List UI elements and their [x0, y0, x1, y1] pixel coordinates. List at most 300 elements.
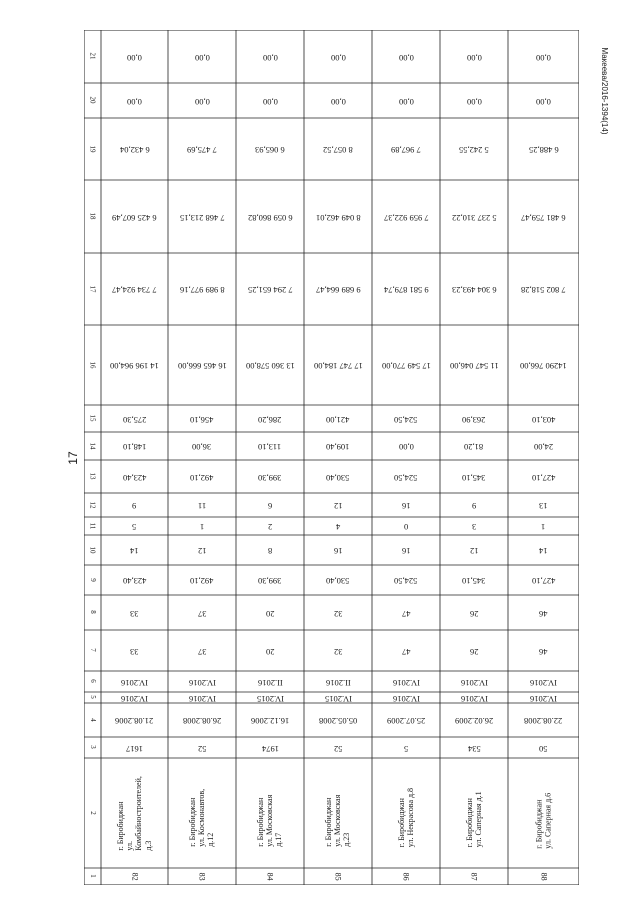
- table-cell-col19-text: 6 432,04: [119, 144, 150, 155]
- table-cell-col11-text: 1: [199, 521, 205, 532]
- table-cell-col10: [372, 535, 440, 565]
- table-cell-col4-text: 21.08.2006: [115, 715, 154, 726]
- table-cell-col4: [372, 703, 440, 737]
- table-cell-col4: [304, 703, 372, 737]
- table-cell-col1: [236, 868, 304, 885]
- table-cell-col7-text: 33: [130, 646, 139, 657]
- column-index-9-text: 9: [88, 578, 97, 582]
- table-cell-col14-text: 148,10: [122, 441, 147, 452]
- table-cell-col15-text: 456,10: [190, 414, 214, 425]
- table-cell-col19-text: 6 065,93: [255, 144, 285, 155]
- table-cell-col9-text: 427,10: [531, 575, 556, 586]
- table-cell-col19: [304, 118, 372, 180]
- table-cell-col19: [168, 118, 236, 180]
- table-cell-col3: [101, 737, 168, 758]
- column-index-11: [84, 517, 101, 535]
- table-cell-col19: [236, 118, 304, 180]
- table-cell-col13-text: 427,10: [531, 472, 556, 483]
- table-cell-col17: [101, 253, 168, 325]
- table-cell-col16-text: 11 547 046,00: [449, 360, 499, 371]
- table-cell-col17: [440, 253, 508, 325]
- address-cell: [508, 758, 579, 868]
- address-city: г. Биробиджан: [324, 797, 334, 847]
- column-index-1: [84, 868, 101, 885]
- table-cell-col7: [440, 630, 508, 671]
- page-number: 17: [66, 451, 80, 465]
- table-cell-col11: [236, 517, 304, 535]
- table-cell-col15: [508, 405, 579, 432]
- table-cell-col6-text: IV.2016: [121, 677, 148, 688]
- table-cell-col3: [372, 737, 440, 758]
- table-cell-col8: [372, 595, 440, 630]
- table-cell-col18-text: 6 481 759,47: [521, 212, 566, 223]
- table-cell-col13: [101, 460, 168, 493]
- address-city: г. Биробиджан: [188, 797, 198, 847]
- table-cell-col21: [304, 30, 372, 83]
- table-cell-col4-text: 16.12.2006: [250, 715, 290, 726]
- table-cell-col20: [168, 83, 236, 118]
- table-cell-col18-text: 6 425 607,49: [112, 212, 157, 223]
- table-cell-col16: [440, 325, 508, 405]
- table-cell-col11-text: 3: [471, 521, 477, 532]
- table-cell-col10-text: 8: [267, 545, 273, 556]
- table-cell-col5: [236, 692, 304, 703]
- table-cell-col5-text: IV.2016: [121, 693, 148, 704]
- table-cell-col18: [101, 180, 168, 253]
- column-index-18-text: 18: [88, 212, 97, 220]
- address-street: ул. Космонавтов, д.12: [197, 789, 216, 847]
- table-cell-col21-text: 0,00: [398, 52, 414, 63]
- table-cell-col3-text: 534: [467, 743, 481, 754]
- table-cell-col3: [508, 737, 579, 758]
- table-cell-col17: [236, 253, 304, 325]
- table-cell-col14: [508, 432, 579, 460]
- table-cell-col7-text: 20: [265, 646, 275, 657]
- column-index-18: [84, 180, 101, 253]
- table-cell-col10: [440, 535, 508, 565]
- table-cell-col16-text: 16 465 666,00: [177, 360, 227, 371]
- table-cell-col19: [101, 118, 168, 180]
- table-cell-col16: [304, 325, 372, 405]
- table-cell-col18-text: 5 237 310,22: [451, 212, 497, 223]
- table-cell-col16: [101, 325, 168, 405]
- table-cell-col15-text: 286,20: [258, 414, 282, 425]
- table-cell-col21: [508, 30, 579, 83]
- table-cell-col17: [168, 253, 236, 325]
- table-cell-col8-text: 46: [539, 608, 548, 619]
- address-cell: [101, 758, 168, 868]
- table-cell-col10: [101, 535, 168, 565]
- table-cell-col1-text: 87: [469, 872, 479, 881]
- table-cell-col19-text: 6 488,25: [528, 144, 559, 155]
- table-cell-col8: [236, 595, 304, 630]
- column-index-12: [84, 493, 101, 517]
- table-cell-col4-text: 22.08.2008: [524, 715, 563, 726]
- table-cell-col11-text: 1: [541, 521, 546, 532]
- table-cell-col15-text: 263,90: [462, 414, 486, 425]
- table-cell-col3-text: 50: [539, 743, 548, 754]
- table-cell-col11: [304, 517, 372, 535]
- table-cell-col15: [304, 405, 372, 432]
- column-index-4-text: 4: [88, 718, 97, 722]
- table-cell-col10: [304, 535, 372, 565]
- table-cell-col13: [236, 460, 304, 493]
- table-cell-col9: [508, 565, 579, 595]
- table-cell-col13-text: 423,40: [122, 472, 147, 483]
- column-index-10: [84, 535, 101, 565]
- table-cell-col19: [508, 118, 579, 180]
- table-cell-col14: [440, 432, 508, 460]
- column-index-14-text: 14: [88, 442, 97, 450]
- table-cell-col3-text: 5: [403, 743, 409, 754]
- column-index-2-text: 2: [88, 811, 97, 815]
- table-cell-col10-text: 14: [539, 545, 548, 556]
- table-cell-col5: [440, 692, 508, 703]
- table-cell-col9: [168, 565, 236, 595]
- table-cell-col15: [168, 405, 236, 432]
- column-index-13: [84, 460, 101, 493]
- table-cell-col5-text: IV.2016: [460, 693, 488, 704]
- column-index-13-text: 13: [88, 472, 97, 480]
- table-cell-col21: [440, 30, 508, 83]
- column-index-15-text: 15: [88, 414, 97, 422]
- table-cell-col8-text: 37: [197, 608, 207, 619]
- table-cell-col18: [372, 180, 440, 253]
- table-cell-col3: [236, 737, 304, 758]
- table-cell-col20-text: 0,00: [262, 96, 278, 107]
- table-cell-col21-text: 0,00: [262, 52, 278, 63]
- table-cell-col3-text: 1617: [126, 743, 143, 754]
- table-cell-col1-text: 84: [265, 872, 275, 881]
- table-cell-col7-text: 46: [539, 646, 548, 657]
- column-index-4: [84, 703, 101, 737]
- table-cell-col20: [101, 83, 168, 118]
- table-cell-col5: [304, 692, 372, 703]
- table-cell-col18: [236, 180, 304, 253]
- table-cell-col20-text: 0,00: [127, 96, 142, 107]
- column-index-8-text: 8: [88, 610, 97, 615]
- address-street: ул. Комбайностроителей, д.3: [125, 775, 153, 851]
- table-cell-col16: [508, 325, 579, 405]
- table-cell-col1: [372, 868, 440, 885]
- table-cell-col12-text: 11: [197, 500, 207, 511]
- table-cell-col3: [304, 737, 372, 758]
- table-cell-col4: [168, 703, 236, 737]
- table-cell-col16-text: 17 747 184,00: [313, 360, 363, 371]
- table-cell-col1-text: 85: [333, 872, 343, 881]
- table-cell-col3-text: 1974: [261, 743, 279, 754]
- table-cell-col13-text: 524,50: [394, 472, 418, 483]
- column-index-2: [84, 758, 101, 868]
- table-cell-col15-text: 275,30: [122, 414, 147, 425]
- table-cell-col19-text: 8 057,52: [323, 144, 353, 155]
- table-cell-col5-text: IV.2015: [256, 693, 284, 704]
- table-cell-col13-text: 399,30: [258, 472, 282, 483]
- table-cell-col20-text: 0,00: [466, 96, 482, 107]
- table-cell-col5-text: IV.2016: [530, 693, 557, 704]
- table-cell-col12: [304, 493, 372, 517]
- table-cell-col13: [508, 460, 579, 493]
- table-cell-col5-text: IV.2016: [188, 693, 216, 704]
- address-city: г. Биробиджан: [256, 797, 266, 847]
- table-cell-col20: [440, 83, 508, 118]
- table-cell-col5-text: IV.2016: [392, 693, 420, 704]
- table-cell-col14-text: 24,00: [533, 441, 554, 452]
- address-text: [116, 776, 153, 851]
- table-cell-col18: [440, 180, 508, 253]
- table-cell-col13: [372, 460, 440, 493]
- address-text: [534, 778, 552, 849]
- table-cell-col3-text: 52: [333, 743, 343, 754]
- table-cell-col16-text: 13 360 578,00: [245, 360, 295, 371]
- table-cell-col8-text: 47: [401, 608, 411, 619]
- column-index-3-text: 3: [88, 745, 97, 750]
- address-cell: [440, 758, 508, 868]
- address-text: [188, 779, 216, 847]
- table-cell-col13-text: 345,10: [462, 472, 486, 483]
- table-cell-col18: [508, 180, 579, 253]
- table-cell-col8: [508, 595, 579, 630]
- table-cell-col8-text: 32: [333, 608, 343, 619]
- address-cell: [304, 758, 372, 868]
- table-cell-col21-text: 0,00: [330, 52, 346, 63]
- table-cell-col12: [508, 493, 579, 517]
- table-cell-col11-text: 2: [267, 521, 273, 532]
- column-index-16-text: 16: [88, 361, 97, 369]
- table-cell-col20: [508, 83, 579, 118]
- column-index-19-text: 19: [88, 145, 97, 153]
- column-index-3: [84, 737, 101, 758]
- table-cell-col1-text: 86: [401, 872, 411, 881]
- table-cell-col16-text: 14 196 964,00: [110, 360, 159, 371]
- table-cell-col4: [440, 703, 508, 737]
- table-cell-col6-text: IV.2016: [530, 677, 557, 688]
- table-cell-col4-text: 26.08.2008: [182, 715, 222, 726]
- table-cell-col10-text: 14: [130, 545, 139, 556]
- table-cell-col18: [304, 180, 372, 253]
- table-cell-col20-text: 0,00: [194, 96, 210, 107]
- table-cell-col1: [168, 868, 236, 885]
- table-cell-col17-text: 7 734 924,47: [112, 284, 157, 295]
- table-cell-col16-text: 17 549 770,00: [381, 360, 431, 371]
- column-index-14: [84, 432, 101, 460]
- table-cell-col9-text: 524,50: [394, 575, 418, 586]
- table-cell-col19-text: 7 967,89: [391, 144, 421, 155]
- column-index-9: [84, 565, 101, 595]
- column-index-21: [84, 30, 101, 83]
- table-cell-col7-text: 47: [401, 646, 411, 657]
- table-cell-col14: [304, 432, 372, 460]
- table-cell-col12-text: 9: [132, 500, 137, 511]
- column-index-20: [84, 83, 101, 118]
- table-cell-col1: [101, 868, 168, 885]
- table-cell-col18-text: 7 959 922,37: [383, 212, 429, 223]
- table-cell-col1: [304, 868, 372, 885]
- table-cell-col7-text: 26: [469, 646, 479, 657]
- document-reference: Макеева/2016-1394(14): [600, 47, 610, 135]
- table-cell-col14-text: 0,00: [398, 441, 414, 452]
- table-cell-col3: [168, 737, 236, 758]
- table-cell-col11: [440, 517, 508, 535]
- table-cell-col6-text: II.2016: [325, 677, 351, 688]
- table-cell-col5: [372, 692, 440, 703]
- table-cell-col14: [101, 432, 168, 460]
- table-cell-col6: [236, 671, 304, 692]
- table-cell-col11-text: 4: [335, 521, 341, 532]
- table-cell-col18: [168, 180, 236, 253]
- table-cell-col8: [304, 595, 372, 630]
- table-cell-col14-text: 81,20: [464, 441, 484, 452]
- table-cell-col20: [372, 83, 440, 118]
- address-street: ул. Саперная д.1: [474, 791, 483, 847]
- address-city: г. Биробиджан: [396, 797, 406, 847]
- table-cell-col20-text: 0,00: [398, 96, 414, 107]
- address-cell: [236, 758, 304, 868]
- table-cell-col6: [440, 671, 508, 692]
- table-cell-col19-text: 5 242,55: [459, 144, 489, 155]
- table-cell-col3: [440, 737, 508, 758]
- table-cell-col13: [168, 460, 236, 493]
- table-cell-col1-text: 83: [197, 872, 207, 881]
- table-cell-col13-text: 530,40: [326, 472, 350, 483]
- table-cell-col17-text: 7 802 518,28: [521, 284, 566, 295]
- table-cell-col14-text: 109,40: [326, 441, 350, 452]
- table-cell-col6: [101, 671, 168, 692]
- table-cell-col12: [101, 493, 168, 517]
- table-cell-col4-text: 26.02.2009: [454, 715, 494, 726]
- table-cell-col12: [168, 493, 236, 517]
- table-cell-col7: [101, 630, 168, 671]
- address-city: г. Биробиджан: [116, 801, 126, 851]
- table-cell-col6-text: IV.2016: [460, 677, 488, 688]
- table-cell-col7-text: 37: [197, 646, 207, 657]
- table-cell-col21-text: 0,00: [466, 52, 482, 63]
- table-cell-col17: [508, 253, 579, 325]
- table-cell-col9-text: 530,40: [326, 575, 350, 586]
- table-cell-col19-text: 7 475,69: [187, 144, 217, 155]
- table-cell-col9: [101, 565, 168, 595]
- address-cell: [168, 758, 236, 868]
- table-cell-col14-text: 36,00: [192, 441, 212, 452]
- address-text: [397, 779, 415, 847]
- table-cell-col17-text: 9 689 664,47: [315, 284, 361, 295]
- column-index-5: [84, 692, 101, 703]
- table-cell-col20-text: 0,00: [536, 96, 551, 107]
- table-cell-col10: [508, 535, 579, 565]
- column-index-17-text: 17: [88, 285, 97, 293]
- table-cell-col7: [508, 630, 579, 671]
- table-cell-col21-text: 0,00: [127, 52, 142, 63]
- table-cell-col14: [236, 432, 304, 460]
- table-cell-col1: [508, 868, 579, 885]
- table-cell-col4: [236, 703, 304, 737]
- table-cell-col13: [440, 460, 508, 493]
- column-index-20-text: 20: [88, 96, 97, 104]
- table-cell-col8: [168, 595, 236, 630]
- address-city: г. Биробиджан: [534, 799, 544, 849]
- address-text: [324, 779, 352, 847]
- table-cell-col11-text: 5: [132, 521, 137, 532]
- table-cell-col4-text: 05.05.2008: [318, 715, 358, 726]
- table-cell-col15-text: 421,00: [326, 414, 350, 425]
- address-street: ул. Саперная д.6: [543, 792, 553, 849]
- address-text: [465, 779, 483, 847]
- table-cell-col10-text: 16: [401, 545, 411, 556]
- table-cell-col11: [372, 517, 440, 535]
- table-cell-col12-text: 12: [333, 500, 343, 511]
- table-cell-col8-text: 33: [130, 608, 139, 619]
- table-cell-col20: [304, 83, 372, 118]
- table-cell-col21: [372, 30, 440, 83]
- table-cell-col5: [168, 692, 236, 703]
- column-index-10-text: 10: [88, 546, 97, 554]
- table-cell-col9: [440, 565, 508, 595]
- table-cell-col21: [168, 30, 236, 83]
- table-cell-col10: [168, 535, 236, 565]
- table-cell-col9: [236, 565, 304, 595]
- table-cell-col6: [372, 671, 440, 692]
- column-index-21-text: 21: [88, 52, 97, 60]
- table-cell-col16-text: 14290 766,00: [520, 360, 567, 371]
- address-street: ул. Московская д.17: [265, 794, 284, 847]
- column-index-7-text: 7: [88, 648, 97, 653]
- table-cell-col15-text: 403,10: [531, 414, 556, 425]
- table-cell-col10: [236, 535, 304, 565]
- table-cell-col12-text: 16: [401, 500, 411, 511]
- table-cell-col9-text: 423,40: [122, 575, 147, 586]
- table-cell-col7: [372, 630, 440, 671]
- column-index-1-text: 1: [88, 874, 97, 879]
- table-cell-col5-text: IV.2015: [324, 693, 352, 704]
- table-cell-col16: [236, 325, 304, 405]
- table-cell-col3-text: 52: [197, 743, 207, 754]
- column-index-19: [84, 118, 101, 180]
- table-cell-col14: [168, 432, 236, 460]
- table-cell-col9-text: 399,30: [258, 575, 282, 586]
- table-cell-col15: [236, 405, 304, 432]
- table-cell-col9: [372, 565, 440, 595]
- table-cell-col4-text: 25.07.2009: [386, 715, 426, 726]
- table-cell-col8-text: 20: [265, 608, 275, 619]
- column-index-17: [84, 253, 101, 325]
- table-cell-col17-text: 8 989 977,16: [179, 284, 225, 295]
- table-cell-col13: [304, 460, 372, 493]
- table-cell-col14: [372, 432, 440, 460]
- address-street: ул. Некрасова д.8: [406, 787, 415, 847]
- table-cell-col11: [168, 517, 236, 535]
- table-cell-col15: [440, 405, 508, 432]
- table-cell-col17-text: 7 294 651,25: [247, 284, 293, 295]
- table-cell-col6: [168, 671, 236, 692]
- table-cell-col1-text: 82: [130, 872, 140, 881]
- table-cell-col7: [236, 630, 304, 671]
- table-cell-col18-text: 8 049 462,01: [315, 212, 361, 223]
- table-cell-col13-text: 492,10: [190, 472, 214, 483]
- table-cell-col20: [236, 83, 304, 118]
- table-cell-col9-text: 345,10: [462, 575, 486, 586]
- table-cell-col21: [101, 30, 168, 83]
- table-cell-col12-text: 13: [539, 500, 548, 511]
- table-cell-col17-text: 9 581 879,74: [383, 284, 429, 295]
- table-cell-col12: [236, 493, 304, 517]
- table-cell-col10-text: 12: [469, 545, 479, 556]
- column-index-11-text: 11: [88, 522, 97, 530]
- table-cell-col17-text: 6 304 493,23: [451, 284, 497, 295]
- table-cell-col1-text: 88: [539, 872, 549, 881]
- table-cell-col12-text: 9: [471, 500, 477, 511]
- table-cell-col18-text: 6 059 860,82: [247, 212, 293, 223]
- table-cell-col5: [101, 692, 168, 703]
